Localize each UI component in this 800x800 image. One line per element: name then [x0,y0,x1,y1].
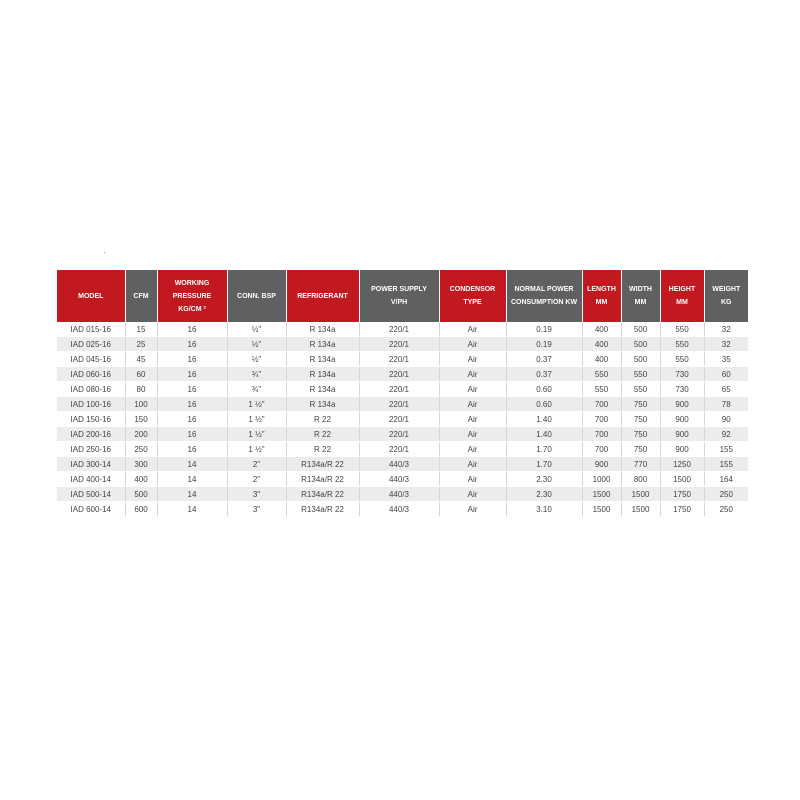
table-cell: IAD 060-16 [57,367,125,382]
table-cell: 500 [621,337,660,352]
table-row [57,382,748,397]
table-cell: 25 [125,337,157,352]
table-row [57,337,748,352]
table-cell: Air [439,322,506,337]
table-cell: 16 [157,352,227,367]
table-cell: 550 [660,322,704,337]
header-label-line: WEIGHT [712,286,741,293]
table-cell: 900 [660,442,704,457]
table-cell: 14 [157,487,227,502]
table-cell: 2" [227,457,286,472]
table-cell: 60 [704,367,748,382]
table-cell: Air [439,367,506,382]
table-cell: 0.37 [506,367,582,382]
table-cell: ½" [227,337,286,352]
header-label-line: CONSUMPTION KW [510,299,578,306]
table-cell: 1 ½" [227,397,286,412]
table-cell: Air [439,412,506,427]
table-cell: IAD 300-14 [57,457,125,472]
table-cell: ¾" [227,382,286,397]
table-cell: 500 [621,322,660,337]
table-cell: 2.30 [506,487,582,502]
table-cell: Air [439,427,506,442]
table-cell: 400 [582,337,621,352]
table-cell: 440/3 [359,502,439,517]
table-cell: 164 [704,472,748,487]
table-cell: 35 [704,352,748,367]
table-cell: 0.37 [506,352,582,367]
table-cell: R 134a [286,367,359,382]
table-cell: 1750 [660,487,704,502]
table-cell: 220/1 [359,442,439,457]
table-cell: 250 [125,442,157,457]
table-row [57,367,748,382]
table-cell: 1.70 [506,457,582,472]
col-header-cfm [125,270,157,322]
table-cell: 550 [621,382,660,397]
header-label-line: PRESSURE [172,292,212,300]
table-cell: 500 [125,487,157,502]
table-cell: IAD 025-16 [57,337,125,352]
table-cell: 900 [660,397,704,412]
col-header-weight [704,270,748,322]
table-row [57,502,748,517]
table-cell: 16 [157,322,227,337]
table-cell: R134a/R 22 [286,502,359,517]
table-cell: 92 [704,427,748,442]
header-label-line: KG/CM ² [178,305,206,313]
col-header-power-supply [359,270,439,322]
table-cell: 60 [125,367,157,382]
table-cell: 700 [582,412,621,427]
table-cell: 14 [157,472,227,487]
table-cell: 16 [157,442,227,457]
table-cell: 250 [704,502,748,517]
header-label-line: KG [721,299,732,306]
table-cell: 550 [621,367,660,382]
table-cell: 900 [660,427,704,442]
table-cell: 1 ½" [227,427,286,442]
table-cell: 900 [660,412,704,427]
table-cell: 750 [621,412,660,427]
table-cell: 3" [227,487,286,502]
table-cell: IAD 080-16 [57,382,125,397]
table-cell: 550 [660,352,704,367]
table-cell: 0.60 [506,397,582,412]
table-cell: 1750 [660,502,704,517]
table-cell: 1500 [621,487,660,502]
table-cell: IAD 250-16 [57,442,125,457]
table-cell: ½" [227,322,286,337]
table-cell: 0.60 [506,382,582,397]
table-cell: 1500 [582,487,621,502]
table-cell: 2.30 [506,472,582,487]
table-cell: R 134a [286,397,359,412]
table-cell: 16 [157,337,227,352]
table-cell: 100 [125,397,157,412]
table-cell: 78 [704,397,748,412]
table-cell: 1250 [660,457,704,472]
table-cell: IAD 500-14 [57,487,125,502]
table-cell: 16 [157,382,227,397]
table-cell: 1500 [660,472,704,487]
table-cell: 1500 [621,502,660,517]
table-cell: 90 [704,412,748,427]
table-cell: 440/3 [359,472,439,487]
header-label-line: POWER SUPPLY [371,286,427,293]
col-header-power-consumption [506,270,582,322]
header-label-line: CONDENSOR [449,286,496,293]
table-cell: Air [439,457,506,472]
table-cell: 1.40 [506,427,582,442]
table-cell: 400 [582,352,621,367]
header-row [57,270,748,322]
table-cell: 1 ½" [227,412,286,427]
col-header-model [57,270,125,322]
table-cell: 150 [125,412,157,427]
table-cell: 250 [704,487,748,502]
table-cell: 440/3 [359,487,439,502]
table-cell: 750 [621,442,660,457]
table-cell: 300 [125,457,157,472]
header-label-line: CONN. BSP [237,292,276,300]
table-cell: 550 [660,337,704,352]
table-cell: 3" [227,502,286,517]
table-cell: 32 [704,337,748,352]
table-row [57,457,748,472]
table-cell: Air [439,352,506,367]
table-cell: 80 [125,382,157,397]
table-cell: 1 ½" [227,442,286,457]
table-cell: ½" [227,352,286,367]
table-cell: 16 [157,367,227,382]
col-header-width [621,270,660,322]
table-cell: Air [439,382,506,397]
col-header-height [660,270,704,322]
table-cell: R 22 [286,427,359,442]
table-cell: 45 [125,352,157,367]
header-label-line: HEIGHT [668,286,696,293]
table-cell: Air [439,337,506,352]
col-header-length [582,270,621,322]
table-cell: 1.40 [506,412,582,427]
table-cell: 14 [157,457,227,472]
table-cell: R 134a [286,322,359,337]
table-cell: 800 [621,472,660,487]
table-cell: 400 [582,322,621,337]
table-cell: R 134a [286,337,359,352]
table-cell: 16 [157,427,227,442]
table-row [57,397,748,412]
table-cell: 2" [227,472,286,487]
table-cell: 220/1 [359,382,439,397]
table-cell: 220/1 [359,412,439,427]
table-cell: R 134a [286,352,359,367]
header-label-line: MM [676,299,688,306]
table-cell: 1500 [582,502,621,517]
table-row [57,352,748,367]
header-label-line: TYPE [463,299,482,306]
table-cell: 500 [621,352,660,367]
table-cell: 700 [582,397,621,412]
col-header-working-pressure [157,270,227,322]
header-label-line: REFRIGERANT [297,292,348,300]
col-header-conn-bsp [227,270,286,322]
table-cell: 155 [704,442,748,457]
table-cell: 700 [582,427,621,442]
table-cell: Air [439,472,506,487]
col-header-condensor-type [439,270,506,322]
table-cell: R 134a [286,382,359,397]
header-label-line: WORKING [174,279,210,287]
table-cell: 32 [704,322,748,337]
table-cell: 750 [621,427,660,442]
table-cell: 220/1 [359,397,439,412]
table-cell: 200 [125,427,157,442]
table-cell: ¾" [227,367,286,382]
table-cell: 1.70 [506,442,582,457]
table-row [57,412,748,427]
table-cell: IAD 200-16 [57,427,125,442]
table-cell: Air [439,487,506,502]
table-cell: 15 [125,322,157,337]
header-label-line: NORMAL POWER [514,286,574,293]
table-cell: 16 [157,397,227,412]
table-cell: 0.19 [506,337,582,352]
table-cell: IAD 400-14 [57,472,125,487]
table-row [57,472,748,487]
table-cell: 550 [582,367,621,382]
table-cell: 600 [125,502,157,517]
table-cell: 750 [621,397,660,412]
table-cell: 155 [704,457,748,472]
table-cell: 730 [660,382,704,397]
table-cell: Air [439,502,506,517]
table-cell: IAD 100-16 [57,397,125,412]
table-cell: 770 [621,457,660,472]
table-cell: 1000 [582,472,621,487]
table-cell: 0.19 [506,322,582,337]
table-cell: 3.10 [506,502,582,517]
table-cell: IAD 150-16 [57,412,125,427]
table-cell: R134a/R 22 [286,487,359,502]
header-label-line: CFM [133,292,149,300]
table-cell: IAD 045-16 [57,352,125,367]
table-row [57,427,748,442]
table-cell: R134a/R 22 [286,457,359,472]
table-cell: 440/3 [359,457,439,472]
table-cell: R134a/R 22 [286,472,359,487]
table-cell: 220/1 [359,367,439,382]
header-label-line: WIDTH [629,286,652,293]
table-row [57,322,748,337]
table-row [57,487,748,502]
table-cell: 550 [582,382,621,397]
header-label-line: MM [595,299,608,306]
table-cell: 700 [582,442,621,457]
table-cell: IAD 600-14 [57,502,125,517]
header-label-line: V/PH [390,299,408,306]
table-cell: R 22 [286,412,359,427]
table-cell: Air [439,397,506,412]
dryer-spec-table [57,270,748,517]
table-cell: 400 [125,472,157,487]
table-cell: 220/1 [359,322,439,337]
table-cell: 220/1 [359,427,439,442]
header-label-line: LENGTH [587,286,616,293]
table-cell: 220/1 [359,352,439,367]
table-cell: R 22 [286,442,359,457]
stray-dot [104,252,105,253]
header-label-line: MODEL [78,292,104,300]
col-header-refrigerant [286,270,359,322]
table-cell: 16 [157,412,227,427]
table-cell: 220/1 [359,337,439,352]
table-cell: Air [439,442,506,457]
table-body [57,322,748,517]
table-cell: 65 [704,382,748,397]
table-cell: 14 [157,502,227,517]
table-cell: IAD 015-16 [57,322,125,337]
table-cell: 730 [660,367,704,382]
header-label-line: MM [634,299,647,306]
table-cell: 900 [582,457,621,472]
table-row [57,442,748,457]
